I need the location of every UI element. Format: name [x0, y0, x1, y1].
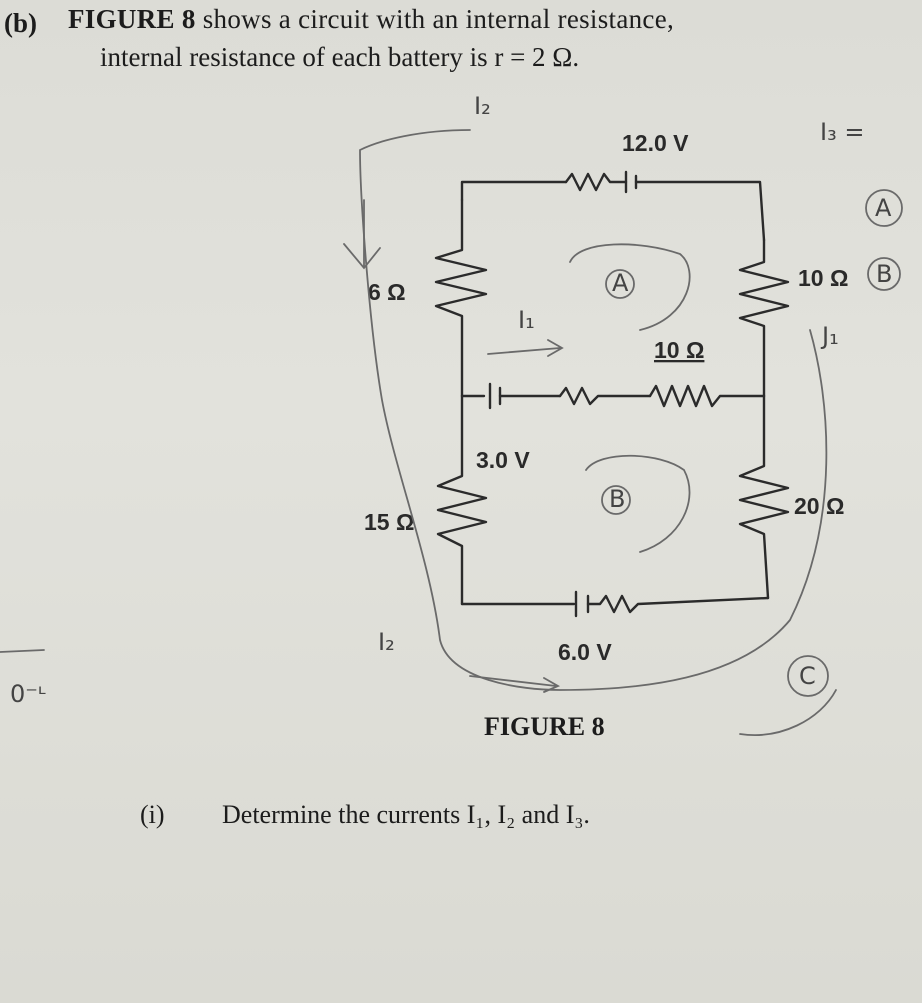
handwritten-loop-b-inner: B: [609, 485, 626, 513]
label-3v: 3.0 V: [476, 447, 530, 473]
resistor-15-ohm: [438, 396, 486, 604]
label-20-ohm: 20 Ω: [794, 493, 845, 519]
resistor-middle-10-ohm: [650, 386, 764, 406]
label-6-ohm: 6 Ω: [368, 279, 406, 305]
battery-6v: [576, 592, 588, 616]
internal-resistor-middle: [560, 388, 650, 404]
handwritten-i2-top: I₂: [474, 92, 491, 120]
top-wire: [462, 182, 566, 200]
loop-a-arc: [570, 244, 690, 330]
handwritten-loop-b: B: [876, 260, 893, 288]
question-intro-rest: shows a circuit with an internal resistance,: [202, 4, 675, 34]
handwritten-i3-equals: I₃ =: [820, 118, 865, 146]
handwritten-loop-c: C: [799, 662, 816, 690]
figure-caption: FIGURE 8: [484, 712, 605, 741]
label-6v: 6.0 V: [558, 639, 612, 665]
question-line2: internal resistance of each battery is r = 2 Ω.: [100, 42, 580, 72]
label-10-ohm-right: 10 Ω: [798, 265, 849, 291]
handwritten-loop-a-inner: A: [612, 269, 629, 297]
loop-outer-curve: [360, 130, 826, 690]
current-arrow-i1: [488, 340, 562, 356]
resistor-20-ohm: [740, 396, 788, 598]
internal-resistor-top: [566, 174, 626, 190]
question-label: (b): [4, 8, 37, 38]
subquestion-label: (i): [140, 800, 165, 829]
handwritten-side-note: 0⁻ᶫ: [10, 680, 47, 708]
figure-reference: FIGURE 8: [68, 4, 196, 34]
dash-left: [0, 650, 44, 652]
loop-b-arc: [586, 456, 690, 552]
label-12v: 12.0 V: [622, 130, 689, 156]
resistor-right-10-ohm: [740, 240, 788, 396]
handwritten-i2-bottom: I₂: [378, 628, 395, 656]
top-wire-right: [636, 182, 764, 240]
arc-right-edge: [740, 690, 836, 735]
resistor-6-ohm: [436, 200, 486, 396]
internal-resistor-bottom: [588, 596, 768, 612]
label-15-ohm: 15 Ω: [364, 509, 415, 535]
handwritten-loop-a: A: [875, 194, 892, 222]
label-10-ohm-middle: 10 Ω: [654, 337, 705, 363]
handwritten-i1-right: J₁: [822, 322, 839, 350]
battery-12v: [626, 172, 636, 192]
handwritten-i1-inner: I₁: [518, 306, 535, 334]
subquestion-text: Determine the currents I₁, I₂ and I₃.: [222, 800, 590, 829]
battery-3v: [490, 384, 500, 408]
